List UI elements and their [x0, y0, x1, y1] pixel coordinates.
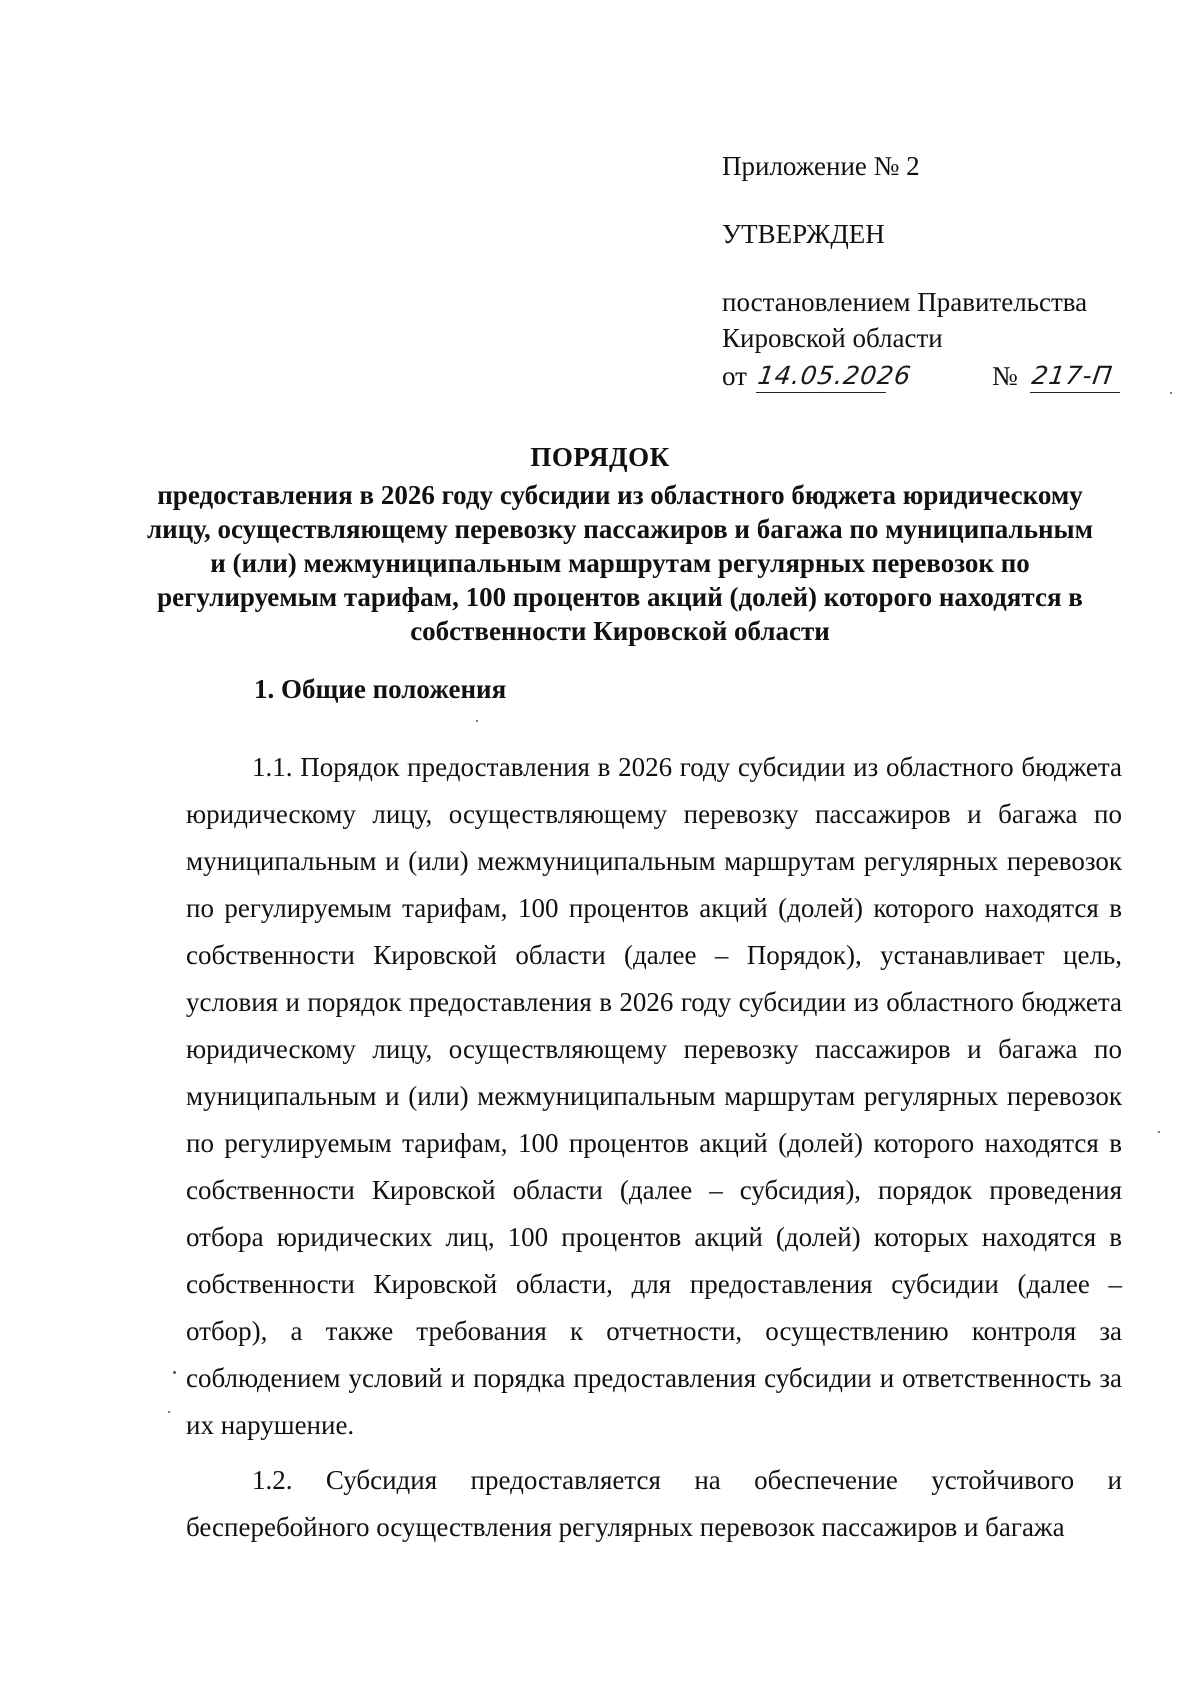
body-text — [186, 744, 1122, 1551]
decree-date: 14.05.2026 — [756, 361, 914, 390]
approved-label: УТВЕРЖДЕН — [722, 219, 885, 249]
decree-line-1: постановлением Правительства — [722, 287, 1088, 317]
decree-number: 217-П — [1030, 361, 1115, 390]
decree-line-2: Кировской области — [722, 323, 943, 353]
document-title: ПОРЯДОК — [530, 442, 670, 472]
approval-block — [722, 148, 1162, 398]
decree-date-row — [722, 358, 1162, 398]
scan-speck — [1158, 1131, 1160, 1133]
scan-speck — [168, 1411, 170, 1413]
scan-speck — [476, 720, 478, 722]
date-underline — [756, 392, 886, 393]
section-heading: 1. Общие положения — [254, 674, 507, 704]
scan-speck — [173, 1371, 176, 1374]
document-subtitle: предоставления в 2026 году субсидии из областного бюджета юридическому лицу, осуществляющему перевозку пассажиров и багажа по муниципальным и (или) межмуниципальным маршрутам регулярных перевозок по регулируемым тарифам, 100 процентов акций (долей) которого находятся в собственности Кировской области — [146, 480, 1093, 646]
number-label: № — [992, 361, 1018, 391]
number-underline — [1030, 392, 1120, 393]
paragraph-1-1: 1.1. Порядок предоставления в 2026 году субсидии из областного бюджета юридическому лицу, осуществляющему перевозку пассажиров и багажа по муниципальным и (или) межмуниципальным маршрутам регулярных перевозок по регулируемым тарифам, 100 процентов акций (долей) которого находятся в собственности Кировской области (далее – Порядок), устанавливает цель, условия и порядок предоставления в 2026 году субсидии из областного бюджета юридическому лицу, осуществляющему перевозку пассажиров и багажа по муниципальным и (или) межмуниципальным маршрутам регулярных перевозок по регулируемым тарифам, 100 процентов акций (долей) которого находятся в собственности Кировской области (далее – субсидия), порядок проведения отбора юридических лиц, 100 процентов акций (долей) которых находятся в собственности Кировской области, для предоставления субсидии (далее – отбор), а также требования к отчетности, осуществлению контроля за соблюдением условий и порядка предоставления субсидии и ответственность за их нарушение. — [186, 752, 1122, 1440]
paragraph-1-2: 1.2. Субсидия предоставляется на обеспечение устойчивого и бесперебойного осуществления регулярных перевозок пассажиров и багажа — [186, 1465, 1122, 1542]
scan-speck — [1170, 392, 1172, 394]
annex-label: Приложение № 2 — [722, 151, 920, 181]
date-prefix: от — [722, 361, 747, 391]
